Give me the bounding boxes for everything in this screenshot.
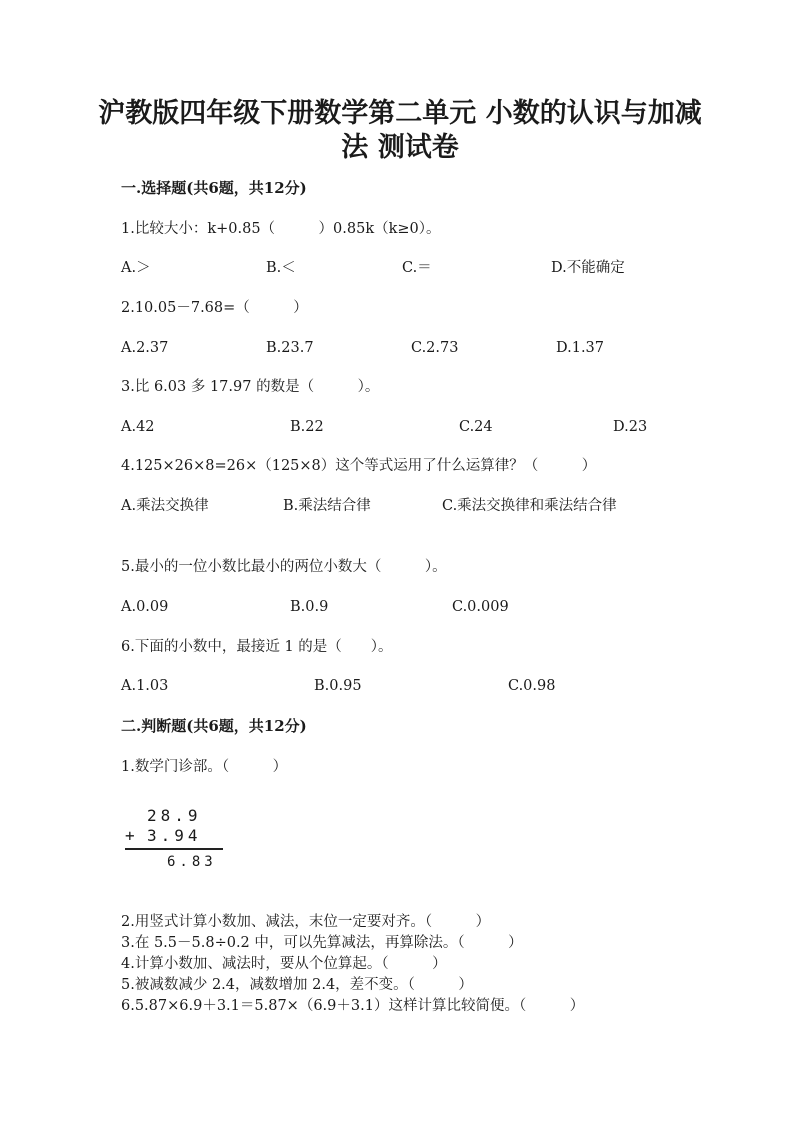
q1-5-option-c: C.0.009 (452, 599, 509, 615)
q1-2-option-c: C.2.73 (411, 340, 459, 356)
q1-4-option-b: B.乘法结合律 (283, 498, 371, 514)
question-2-6: 6.5.87×6.9＋3.1＝5.87×（6.9＋3.1）这样计算比较简便。（ ） (121, 998, 585, 1014)
q1-6-option-b: B.0.95 (314, 678, 362, 694)
section-heading-choice: 一.选择题(共6题，共12分) (121, 179, 307, 197)
q1-6-option-c: C.0.98 (508, 678, 556, 694)
vertical-calc-result: 6.83 (167, 854, 217, 870)
question-2-5: 5.被减数减少 2.4，减数增加 2.4，差不变。（ ） (121, 977, 473, 993)
q1-3-option-a: A.42 (121, 419, 155, 435)
vertical-calc-second-number: 3.94 (147, 826, 202, 845)
q1-3-option-d: D.23 (613, 419, 648, 435)
page-title-line2: 法 测试卷 (341, 132, 459, 163)
q1-5-option-a: A.0.09 (121, 599, 169, 615)
q1-1-option-c: C.＝ (402, 260, 432, 276)
question-1-5: 5.最小的一位小数比最小的两位小数大（ ）。 (121, 559, 447, 575)
vertical-calc-divider (125, 848, 223, 850)
question-1-3: 3.比 6.03 多 17.97 的数是（ ）。 (121, 379, 380, 395)
question-2-1: 1.数学门诊部。（ ） (121, 759, 288, 775)
q1-1-option-d: D.不能确定 (551, 260, 625, 276)
q1-3-option-b: B.22 (290, 419, 324, 435)
question-1-4: 4.125×26×8=26×（125×8）这个等式运用了什么运算律？（ ） (121, 458, 597, 474)
vertical-calc-top-number: 28.9 (147, 806, 202, 825)
section-heading-judgement: 二.判断题(共6题，共12分) (121, 717, 307, 735)
q1-4-option-c: C.乘法交换律和乘法结合律 (442, 498, 617, 514)
q1-2-option-a: A.2.37 (121, 340, 169, 356)
question-1-6: 6.下面的小数中，最接近 1 的是（ ）。 (121, 639, 393, 655)
question-1-1: 1.比较大小：k+0.85（ ）0.85k（k≥0）。 (121, 221, 441, 237)
vertical-calc-operator: + (125, 826, 139, 845)
q1-4-option-a: A.乘法交换律 (121, 498, 209, 514)
question-2-4: 4.计算小数加、减法时，要从个位算起。（ ） (121, 956, 447, 972)
q1-2-option-b: B.23.7 (266, 340, 314, 356)
q1-2-option-d: D.1.37 (556, 340, 605, 356)
q1-1-option-a: A.＞ (121, 260, 151, 276)
q1-5-option-b: B.0.9 (290, 599, 329, 615)
q1-1-option-b: B.＜ (266, 260, 296, 276)
question-2-3: 3.在 5.5－5.8÷0.2 中，可以先算减法，再算除法。（ ） (121, 935, 523, 951)
q1-3-option-c: C.24 (459, 419, 493, 435)
question-1-2: 2.10.05－7.68=（ ） (121, 300, 308, 316)
vertical-calculation (121, 806, 231, 876)
page-title-line1: 沪教版四年级下册数学第二单元 小数的认识与加减 (98, 98, 702, 129)
q1-6-option-a: A.1.03 (121, 678, 169, 694)
question-2-2: 2.用竖式计算小数加、减法，末位一定要对齐。（ ） (121, 914, 491, 930)
